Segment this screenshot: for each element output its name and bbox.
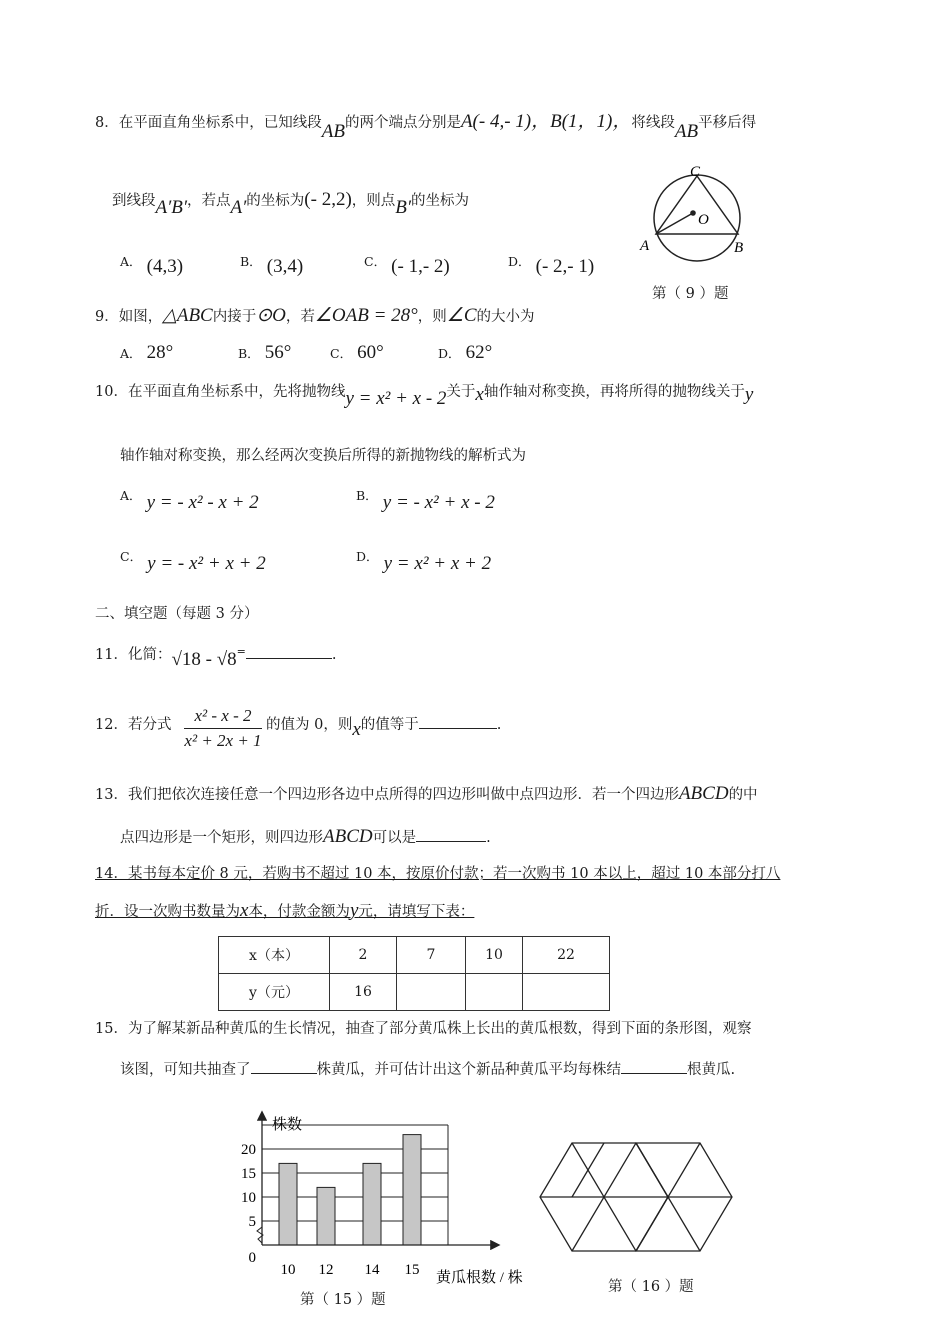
q8-option-c: C． (- 1,- 2) (364, 254, 450, 277)
q10-option-d: D． y = x² + x + 2 (356, 549, 492, 574)
q9-option-d: D． 62° (438, 342, 493, 363)
y-axis-label: 株数 (272, 1117, 303, 1133)
q12-prefix: 12．若分式 (95, 717, 172, 733)
table-cell: 22 (523, 937, 610, 974)
q13-answer-blank[interactable] (416, 827, 486, 842)
label-a: A (640, 238, 650, 254)
q8-option-b: B． (3,4) (240, 254, 304, 277)
q8-line1: 8．在平面直角坐标系中，已知线段AB的两个端点分别是A(- 4,- 1)，B(1，1)，将线段AB平移后得 (95, 111, 757, 142)
q8-line2: 到线段A′B′，若点A′的坐标为(- 2,2)，则点B′的坐标为 (112, 189, 470, 218)
bar-12 (317, 1187, 335, 1245)
q15-line2: 该图，可知共抽查了 株黄瓜，并可估计出这个新品种黄瓜平均每株结 根黄瓜. (120, 1058, 735, 1079)
segment-oa (656, 213, 693, 234)
figure-9-caption: 第（ 9 ）题 (652, 286, 729, 302)
y-tick-label: 5 (248, 1214, 256, 1230)
y-tick-label: 15 (241, 1166, 256, 1182)
figure-15-bar-chart (228, 1105, 548, 1310)
q15-blank-average[interactable] (621, 1059, 687, 1074)
q10-line2: 轴作轴对称变换，那么经两次变换后所得的新抛物线的解析式为 (120, 448, 526, 464)
q11-answer-blank[interactable] (246, 644, 332, 659)
y-tick-label: 20 (241, 1142, 256, 1158)
q11: 11．化简：√18 - √8= . (95, 645, 337, 670)
table-cell: x（本） (219, 937, 330, 974)
x-tick-label: 14 (364, 1262, 380, 1278)
q12-suffix: 的值为 0，则x的值等于 . (266, 713, 501, 735)
table-cell-blank[interactable] (523, 974, 610, 1011)
x-tick-label: 10 (280, 1262, 296, 1278)
bar-14 (363, 1163, 381, 1245)
table-cell-blank[interactable] (397, 974, 466, 1011)
figure-9 (630, 160, 760, 300)
q12-fraction: x² - x - 2 x² + 2x + 1 (184, 706, 262, 750)
table-cell: 2 (330, 937, 397, 974)
table-cell: 10 (466, 937, 523, 974)
bar-15 (403, 1135, 421, 1245)
q9-stem: 9．如图，△ABC内接于⊙O，若∠OAB = 28°，则∠C的大小为 (95, 305, 535, 326)
x-tick-label: 12 (318, 1262, 334, 1278)
triangle-abc (656, 176, 738, 234)
y-tick-label: 0 (248, 1250, 256, 1266)
q14-line1: 14．某书每本定价 8 元，若购书不超过 10 本，按原价付款；若一次购书 10 本以上，超过 10 本部分打八 (95, 866, 781, 882)
q10-option-a: A． y = - x² - x + 2 (120, 488, 259, 513)
table-cell: y（元） (219, 974, 330, 1011)
q12-answer-blank[interactable] (419, 714, 497, 729)
label-b: B (734, 240, 744, 256)
bar-10 (279, 1163, 297, 1245)
section-fill-blank-heading: 二、填空题（每题 3 分） (95, 606, 259, 622)
figure-16-triangle-grid (536, 1140, 736, 1260)
q9-option-b: B． 56° (238, 342, 292, 363)
table-row (219, 937, 610, 974)
q9-option-c: C． 60° (330, 342, 384, 363)
x-axis-label: 黄瓜根数 / 株 (436, 1270, 523, 1286)
y-tick-labels (241, 1142, 256, 1266)
q14-line2: 折．设一次购书数量为x本，付款金额为y元，请填写下表： (95, 900, 475, 921)
q10-option-b: B． y = - x² + x - 2 (356, 488, 495, 513)
table-cell: 16 (330, 974, 397, 1011)
q9-option-a: A． 28° (120, 342, 174, 363)
y-tick-label: 10 (241, 1190, 256, 1206)
q10-option-c: C． y = - x² + x + 2 (120, 549, 266, 574)
q8-option-a: A． (4,3) (120, 254, 184, 277)
label-c: C (690, 164, 701, 180)
figure-15-caption: 第（ 15 ）题 (300, 1292, 386, 1308)
label-o: O (698, 212, 709, 228)
q14-table (218, 936, 610, 1011)
q15-line1: 15．为了解某新品种黄瓜的生长情况，抽查了部分黄瓜株上长出的黄瓜根数，得到下面的条形图，观察 (95, 1021, 752, 1037)
x-tick-labels (281, 1262, 420, 1278)
q10-line1: 10．在平面直角坐标系中，先将抛物线y = x² + x - 2关于x轴作轴对称变换，再将所得的抛物线关于y (95, 384, 754, 409)
q15-blank-plants[interactable] (251, 1059, 317, 1074)
x-tick-label: 15 (404, 1262, 420, 1278)
table-row (219, 974, 610, 1011)
table-cell: 7 (397, 937, 466, 974)
figure-16-caption: 第（ 16 ）题 (608, 1279, 694, 1295)
q13-line1: 13．我们把依次连接任意一个四边形各边中点所得的四边形叫做中点四边形．若一个四边形ABCD的中 (95, 783, 758, 804)
center-o-dot (690, 210, 696, 216)
chart-bars (279, 1135, 421, 1245)
table-cell-blank[interactable] (466, 974, 523, 1011)
q8-option-d: D． (- 2,- 1) (508, 254, 595, 277)
q13-line2: 点四边形是一个矩形，则四边形ABCD可以是 . (120, 826, 491, 847)
